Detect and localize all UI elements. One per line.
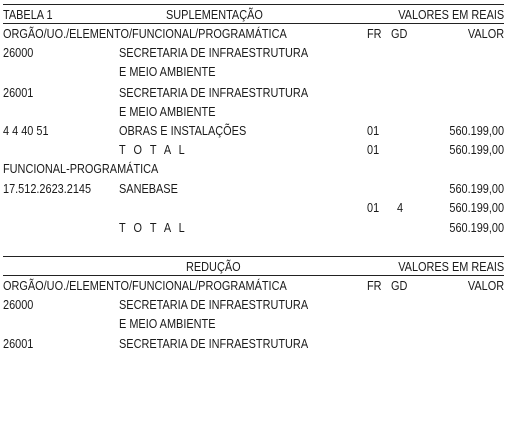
supl-valores-header: VALORES EM REAIS [398,7,504,22]
table-label: TABELA 1 [3,7,53,22]
supl-col-gd: GD [391,26,408,41]
supl-r3-desc: OBRAS E INSTALAÇÕES [119,123,247,138]
red-title: REDUÇÃO [186,259,241,274]
red-header-rule [3,275,504,276]
supl-col-fr: FR [367,26,382,41]
supl-r1-code: 26000 [3,45,34,60]
supl-r2-code: 26001 [3,85,34,100]
supl-r6-desc: SANEBASE [119,181,178,196]
red-r1-code: 26000 [3,297,34,312]
supl-r4-valor: 560.199,00 [449,142,504,157]
red-col-gd: GD [391,278,408,293]
red-r2-code: 26001 [3,336,34,351]
supl-header-rule [3,23,504,24]
supl-r7-fr: 01 [367,200,380,215]
supl-r4-fr: 01 [367,142,380,157]
red-valores-header: VALORES EM REAIS [398,259,504,274]
supl-r2-desc-1: SECRETARIA DE INFRAESTRUTURA [119,85,309,100]
supl-col-orgao: ORGÃO/UO./ELEMENTO/FUNCIONAL/PROGRAMÁTICA [3,26,287,41]
supl-r3-code: 4 4 40 51 [3,123,49,138]
red-r1-desc-1: SECRETARIA DE INFRAESTRUTURA [119,297,309,312]
supl-title: SUPLEMENTAÇÃO [166,7,263,22]
supl-r5-label: FUNCIONAL-PROGRAMÁTICA [3,161,159,176]
top-rule [3,4,504,5]
red-col-orgao: ORGÃO/UO./ELEMENTO/FUNCIONAL/PROGRAMÁTICA [3,278,287,293]
red-top-rule [3,256,504,257]
supl-r3-valor: 560.199,00 [449,123,504,138]
supl-r6-code: 17.512.2623.2145 [3,181,92,196]
supl-r8-total: T O T A L [119,220,188,235]
supl-r3-fr: 01 [367,123,380,138]
red-r2-desc-1: SECRETARIA DE INFRAESTRUTURA [119,336,309,351]
supl-r8-valor: 560.199,00 [449,220,504,235]
red-col-valor: VALOR [467,278,504,293]
red-col-fr: FR [367,278,382,293]
supl-r4-total: T O T A L [119,142,188,157]
supl-r1-desc-2: E MEIO AMBIENTE [119,64,216,79]
supl-col-valor: VALOR [467,26,504,41]
supl-r7-gd: 4 [397,200,404,215]
red-r1-desc-2: E MEIO AMBIENTE [119,316,216,331]
supl-r7-valor: 560.199,00 [449,200,504,215]
supl-r6-valor: 560.199,00 [449,181,504,196]
supl-r1-desc-1: SECRETARIA DE INFRAESTRUTURA [119,45,309,60]
supl-r2-desc-2: E MEIO AMBIENTE [119,104,216,119]
